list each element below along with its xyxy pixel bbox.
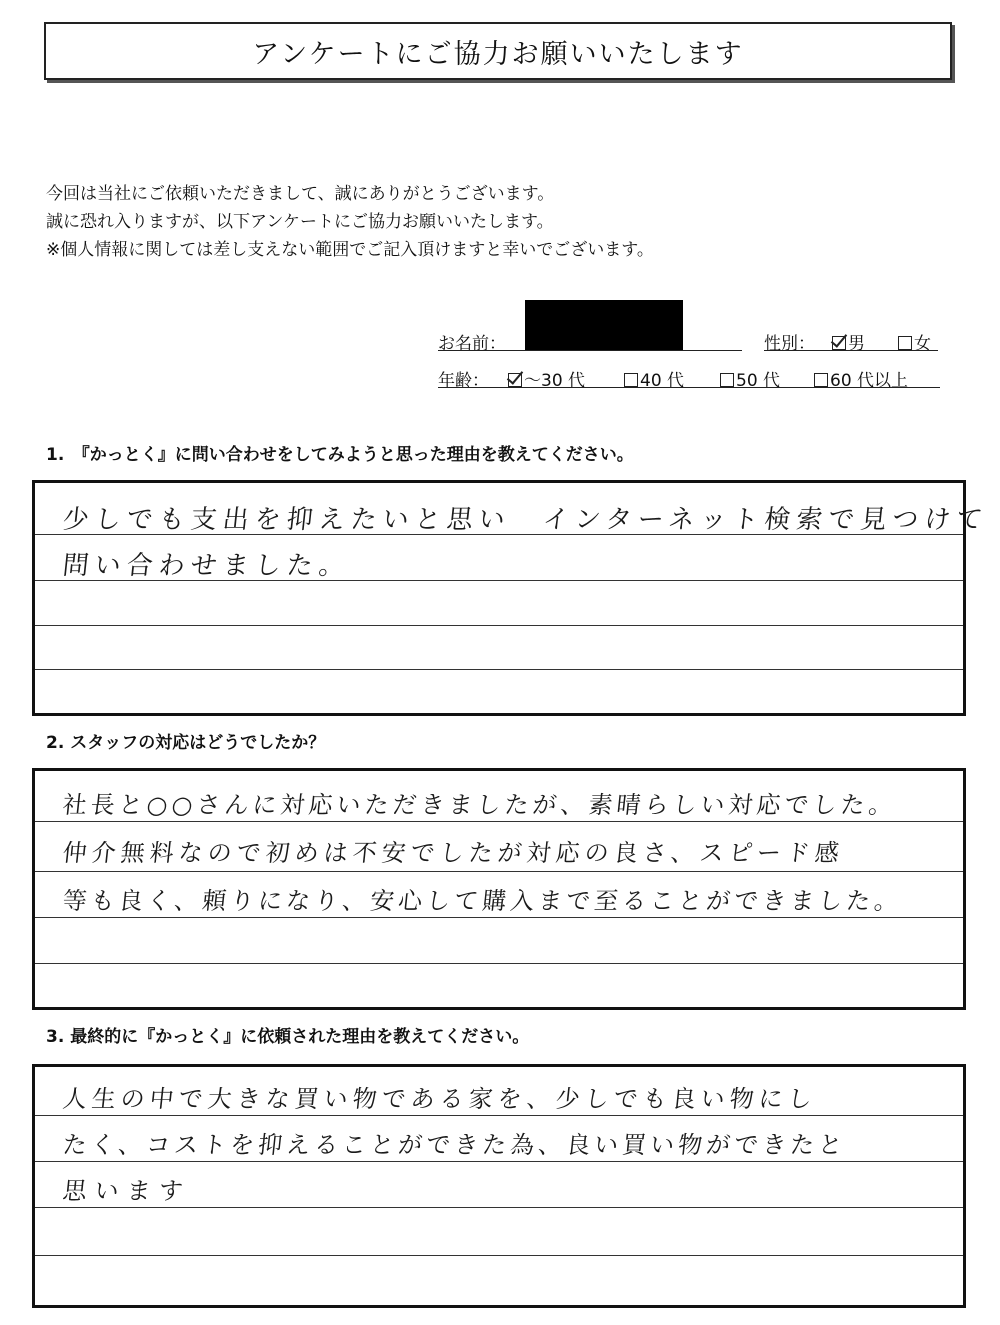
question-1: 1. 『かっとく』に問い合わせをしてみようと思った理由を教えてください。 xyxy=(46,445,634,465)
ruled-line xyxy=(35,1161,963,1162)
name-underline xyxy=(438,350,742,351)
ruled-line xyxy=(35,625,963,626)
answer-box-3[interactable] xyxy=(32,1064,966,1308)
gender-label: 性別： xyxy=(764,334,815,354)
answer-box-2[interactable] xyxy=(32,768,966,1010)
checkbox-icon[interactable] xyxy=(814,373,828,387)
handwritten-answer-line: 問い合わせました。 xyxy=(61,551,353,581)
ruled-line xyxy=(35,1115,963,1116)
ruled-line xyxy=(35,1255,963,1256)
ruled-line xyxy=(35,1207,963,1208)
checkbox-checked-icon[interactable] xyxy=(508,373,522,387)
age-option-50[interactable]: 50 代 xyxy=(720,366,780,391)
handwritten-answer-line: 人生の中で大きな買い物である家を、少しでも良い物にし xyxy=(61,1085,819,1113)
age-option-30[interactable]: ～30 代 xyxy=(508,366,585,391)
intro-line: ※個人情報に関しては差し支えない範囲でご記入頂けますと幸いでございます。 xyxy=(46,240,654,260)
gender-option-female[interactable]: 女 xyxy=(898,329,931,354)
ruled-line xyxy=(35,917,963,918)
checkbox-icon[interactable] xyxy=(624,373,638,387)
question-2: 2. スタッフの対応はどうでしたか？ xyxy=(46,733,326,753)
ruled-line xyxy=(35,963,963,964)
name-label: お名前： xyxy=(438,334,506,354)
age-label: 年齢： xyxy=(438,371,489,391)
age-option-40[interactable]: 40 代 xyxy=(624,366,684,391)
ruled-line xyxy=(35,871,963,872)
gender-option-male[interactable]: 男 xyxy=(832,329,865,354)
age-option-60[interactable]: 60 代以上 xyxy=(814,366,908,391)
handwritten-answer-line: 社長と○○さんに対応いただきましたが、素晴らしい対応でした。 xyxy=(61,791,899,819)
handwritten-answer-line: 少しでも支出を抑えたいと思い インターネット検索で見つけて xyxy=(61,505,990,535)
gender-underline xyxy=(764,350,938,351)
ruled-line xyxy=(35,669,963,670)
question-3: 3. 最終的に『かっとく』に依頼された理由を教えてください。 xyxy=(46,1027,530,1047)
intro-text xyxy=(46,180,654,264)
answer-box-1[interactable] xyxy=(32,480,990,716)
handwritten-answer-line: 等も良く、頼りになり、安心して購入まで至ることができました。 xyxy=(61,887,904,915)
redacted-name xyxy=(525,300,683,350)
checkbox-icon[interactable] xyxy=(898,336,912,350)
ruled-line xyxy=(35,821,963,822)
intro-line: 誠に恐れ入りますが、以下アンケートにご協力お願いいたします。 xyxy=(46,212,554,232)
handwritten-answer-line: 仲介無料なので初めは不安でしたが対応の良さ、スピード感 xyxy=(61,839,846,867)
handwritten-answer-line: 思います xyxy=(61,1177,193,1205)
intro-line: 今回は当社にご依頼いただきまして、誠にありがとうございます。 xyxy=(46,184,555,204)
checkbox-icon[interactable] xyxy=(720,373,734,387)
survey-title: アンケートにご協力お願いいたします xyxy=(44,22,952,80)
age-underline xyxy=(438,387,940,388)
handwritten-answer-line: たく、コストを抑えることができた為、良い買い物ができたと xyxy=(61,1131,848,1159)
checkbox-checked-icon[interactable] xyxy=(832,336,846,350)
